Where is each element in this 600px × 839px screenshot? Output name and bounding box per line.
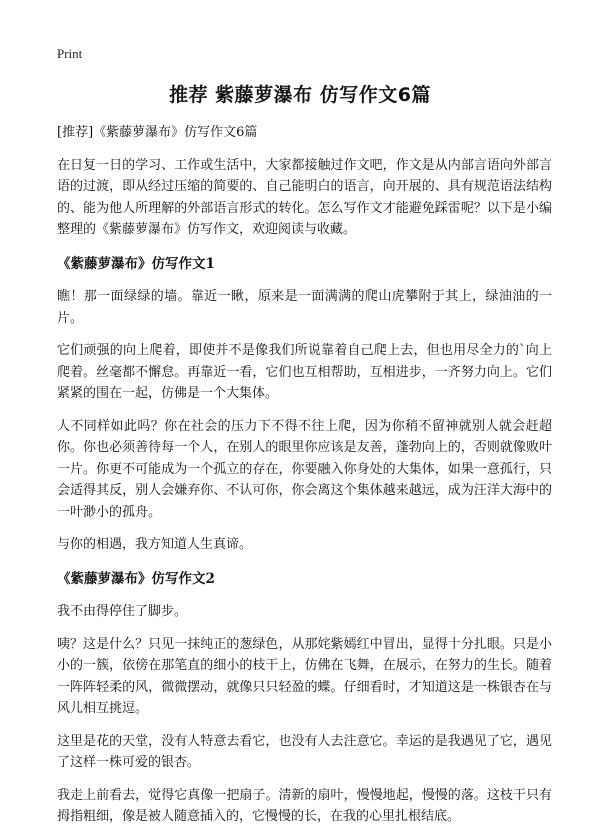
document-title: 推荐 紫藤萝瀑布 仿写作文6篇 — [169, 84, 431, 106]
paragraph: 咦？这是什么？只见一抹纯正的葱绿色，从那姹紫嫣红中冒出，显得十分扎眼。只是小小的一簇，依傍在那笔直的细小的枝干上，仿佛在飞舞，在展示，在努力的生长。随着一阵阵轻柔的风，微微摆动，就像只只轻盈的蝶。仔细看时，才知道这是一株银杏在与风儿相互挑逗。 — [57, 636, 552, 716]
print-label[interactable]: Print — [57, 46, 83, 61]
intro-paragraph: 在日复一日的学习、工作或生活中，大家都接触过作文吧，作文是从内部言语向外部言语的过渡，即从经过压缩的简要的、自己能明白的语言，向开展的、具有规范语法结构的、能为他人所理解的外部语言形式的转化。怎么写作文才能避免踩雷呢？以下是小编整理的《紫藤萝瀑布》仿写作文，欢迎阅读与收藏。 — [57, 157, 552, 237]
paragraph: 我不由得停住了脚步。 — [57, 604, 188, 619]
section-heading-2: 《紫藤萝瀑布》仿写作文2 — [57, 570, 215, 587]
section-heading-1: 《紫藤萝瀑布》仿写作文1 — [57, 255, 215, 272]
document-subtitle: [推荐]《紫藤萝瀑布》仿写作文6篇 — [57, 125, 258, 140]
paragraph: 它们顽强的向上爬着，即使并不是像我们所说靠着自己爬上去，但也用尽全力的`向上爬着。丝毫都不懈怠。再靠近一看，它们也互相帮助，互相进步，一齐努力向上。它们紧紧的围在一起，仿佛是一个大集体。 — [57, 343, 552, 401]
paragraph: 人不同样如此吗？你在社会的压力下不得不往上爬，因为你稍不留神就别人就会赶超你。你也必须善待每一个人，在别人的眼里你应该是友善，蓬勃向上的，否则就像败叶一片。你更不可能成为一个孤立的存在，你要融入你身处的大集体，如果一意孤行，只会适得其反，别人会嫌弃你、不认可你，你会离这个集体越来越远，成为汪洋大海中的一叶渺小的孤舟。 — [57, 418, 552, 520]
paragraph: 瞧！那一面绿绿的墙。靠近一瞅，原来是一面满满的爬山虎攀附于其上，绿油油的一片。 — [57, 289, 552, 326]
document-body — [57, 122, 552, 839]
paragraph: 与你的相遇，我方知道人生真谛。 — [57, 537, 253, 552]
paragraph: 我走上前看去，觉得它真像一把扇子。清新的扇叶，慢慢地起，慢慢的落。这枝干只有拇指粗细，像是被人随意插入的，它慢慢的长，在我的心里扎根结底。 — [57, 787, 552, 824]
paragraph: 这里是花的天堂，没有人特意去看它，也没有人去注意它。幸运的是我遇见了它，遇见了这样一株可爱的银杏。 — [57, 733, 552, 770]
